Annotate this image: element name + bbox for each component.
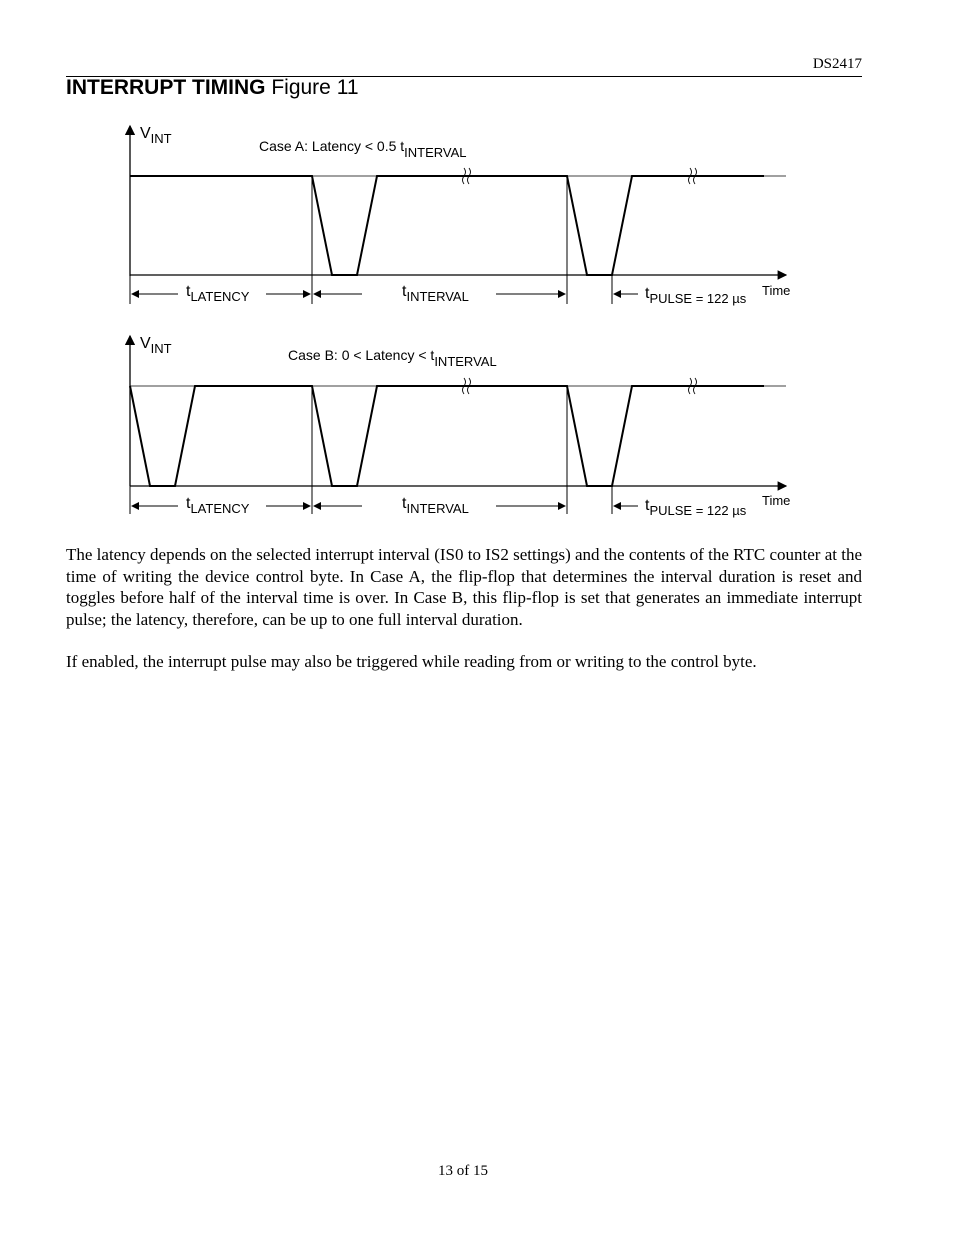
case-b-y-label: $V_{INT}$: [140, 335, 172, 356]
case-a-pulse-label: $t_{PULSE} = 122$ µs: [645, 285, 747, 306]
case-a-diagram: [130, 125, 790, 306]
case-b-latency-label: $t_{LATENCY}$: [186, 495, 250, 516]
case-b-caption: Case B: 0 < Latency < tINTERVAL: [288, 347, 497, 369]
body-paragraph-enabled: If enabled, the interrupt pulse may also be triggered while reading from or writing to the control byte.: [66, 652, 757, 671]
case-a-x-label: Time: [762, 283, 791, 298]
page-number: 13 of 15: [438, 1163, 488, 1179]
case-b-interval-label: $t_{INTERVAL}$: [402, 495, 469, 516]
case-a-latency-label: $t_{LATENCY}$: [186, 283, 250, 304]
section-title: [66, 76, 359, 100]
section-title-figure: Figure 11: [265, 76, 359, 99]
case-a-interval-label: $t_{INTERVAL}$: [402, 283, 469, 304]
case-a-y-label: $V_{INT}$: [140, 125, 172, 146]
case-b-waveform: [130, 386, 764, 486]
interrupt-timing-diagram: [100, 118, 820, 528]
section-title-bold: INTERRUPT TIMING: [66, 76, 266, 99]
case-a-caption: Case A: Latency < 0.5 tINTERVAL: [259, 138, 467, 160]
case-b-x-label: Time: [762, 493, 791, 508]
case-b-pulse-label: $t_{PULSE} = 122$ µs: [645, 497, 747, 518]
case-b-diagram: [130, 335, 790, 518]
body-paragraph-latency: The latency depends on the selected interrupt interval (IS0 to IS2 settings) and the contents of the RTC counter at the time of writing the device control byte. In Case A, the flip-flop that determines the interval duration is reset and toggles before half of the interval time is over. In Case B, this flip-flop is set that generates an immediate interrupt pulse; the latency, therefore, can be up to one full interval duration.: [66, 545, 862, 629]
document-id: DS2417: [812, 56, 862, 72]
case-a-waveform: [130, 176, 764, 275]
